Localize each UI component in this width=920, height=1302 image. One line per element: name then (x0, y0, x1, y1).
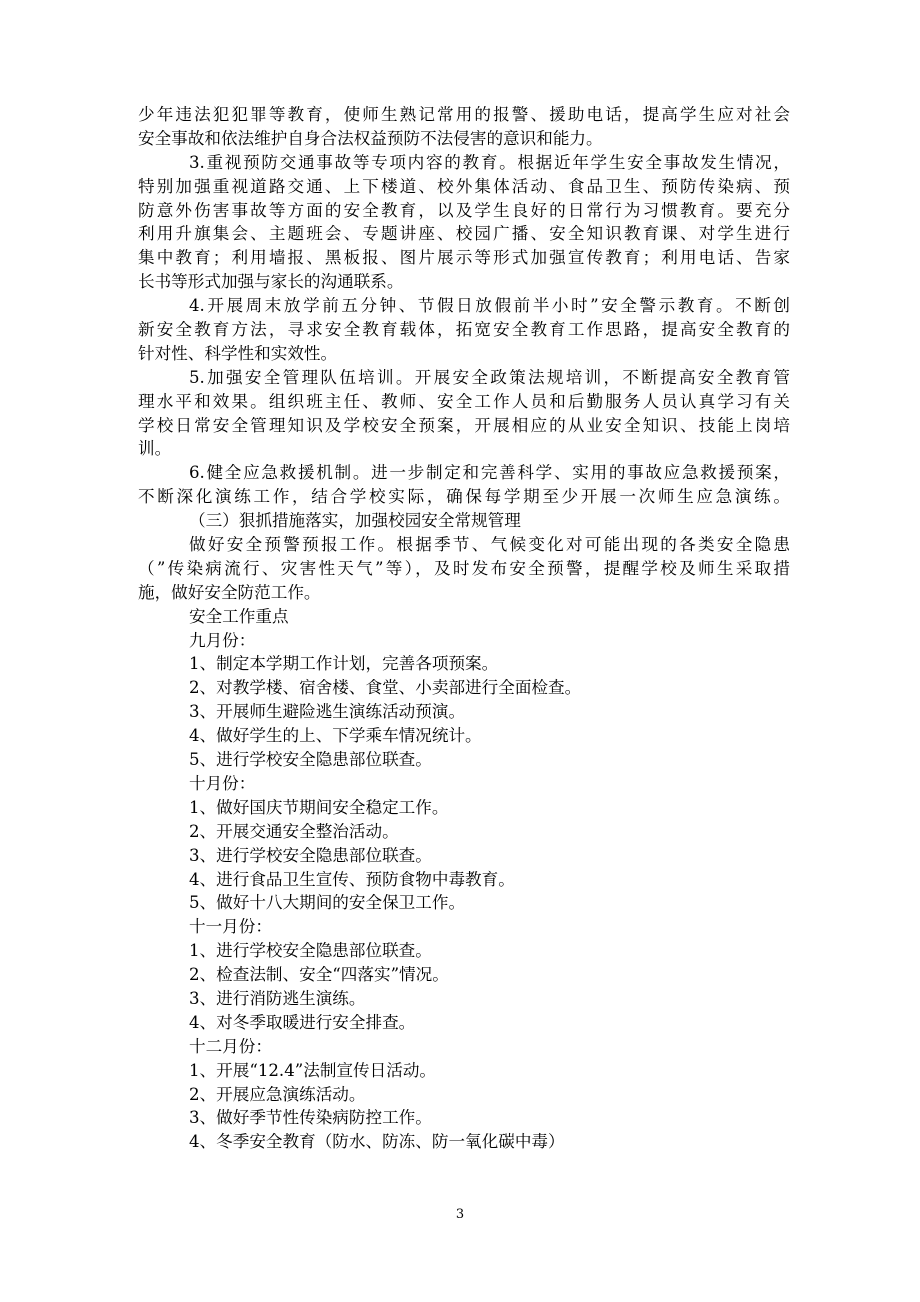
text-line: 3、开展师生避险逃生演练活动预演。 (189, 702, 466, 722)
text-line: 做好安全预警预报工作。根据季节、气候变化对可能出现的各类安全隐患 (189, 535, 790, 555)
text-line: 2、开展交通安全整治活动。 (189, 821, 399, 841)
text-line: 1、制定本学期工作计划，完善各项预案。 (189, 654, 499, 674)
page-number: 3 (455, 1207, 465, 1222)
text-line: 特别加强重视道路交通、上下楼道、校外集体活动、食品卫生、预防传染病、预 (138, 176, 790, 196)
text-line: 6.健全应急救援机制。进一步制定和完善科学、实用的事故应急救援预案， (189, 463, 790, 483)
text-line: 安全工作重点 (189, 606, 289, 626)
text-line: 训。 (138, 439, 172, 459)
text-line: 少年违法犯犯罪等教育，使师生熟记常用的报警、援助电话，提高学生应对社会 (138, 105, 790, 124)
text-line: 施，做好安全防范工作。 (138, 582, 321, 602)
text-line: 3、进行学校安全隐患部位联查。 (189, 845, 432, 865)
text-line: 5、做好十八大期间的安全保卫工作。 (189, 893, 466, 913)
text-line: 2、开展应急演练活动。 (189, 1084, 366, 1104)
text-line: 十一月份： (189, 917, 272, 937)
text-line: （”传染病流行、灾害性天气”等），及时发布安全预警，提醒学校及师生采取措 (138, 558, 790, 578)
text-line: 4、进行食品卫生宣传、预防食物中毒教育。 (189, 869, 515, 889)
text-line: 理水平和效果。组织班主任、教师、安全工作人员和后勤服务人员认真学习有关 (138, 391, 790, 411)
text-line: 1、开展“12.4”法制宣传日活动。 (189, 1060, 437, 1080)
text-line: 九月份： (189, 630, 256, 650)
text-line: 学校日常安全管理知识及学校安全预案，开展相应的从业安全知识、技能上岗培 (138, 415, 790, 435)
text-line: 4、做好学生的上、下学乘车情况统计。 (189, 726, 482, 746)
text-line: 不断深化演练工作，结合学校实际，确保每学期至少开展一次师生应急演练。 (138, 487, 790, 507)
text-line: 1、进行学校安全隐患部位联查。 (189, 941, 432, 961)
text-line: 集中教育；利用墙报、黑板报、图片展示等形式加强宣传教育；利用电话、告家 (138, 248, 790, 268)
text-line: 2、检查法制、安全“四落实”情况。 (189, 965, 449, 985)
text-line: 十月份： (189, 773, 256, 793)
text-line: 新安全教育方法，寻求安全教育载体，拓宽安全教育工作思路，提高安全教育的 (138, 320, 790, 340)
text-line: 5.加强安全管理队伍培训。开展安全政策法规培训，不断提高安全教育管 (189, 367, 790, 387)
text-line: 4、对冬季取暖进行安全排查。 (189, 1012, 416, 1032)
text-line: 4.开展周末放学前五分钟、节假日放假前半小时”安全警示教育。不断创 (189, 296, 790, 316)
text-line: 3、进行消防逃生演练。 (189, 988, 366, 1008)
text-line: 安全事故和依法维护自身合法权益预防不法侵害的意识和能力。 (138, 128, 603, 148)
text-line: 长书等形式加强与家长的沟通联系。 (138, 272, 404, 292)
text-line: 5、进行学校安全隐患部位联查。 (189, 750, 432, 770)
text-line: 1、做好国庆节期间安全稳定工作。 (189, 797, 449, 817)
text-line: 3.重视预防交通事故等专项内容的教育。根据近年学生安全事故发生情况， (189, 152, 790, 172)
text-line: 十二月份： (189, 1036, 272, 1056)
text-line: 利用升旗集会、主题班会、专题讲座、校园广播、安全知识教育课、对学生进行 (138, 224, 790, 244)
text-line: 2、对教学楼、宿舍楼、食堂、小卖部进行全面检查。 (189, 678, 582, 698)
text-line: 3、做好季节性传染病防控工作。 (189, 1108, 432, 1128)
document-body (138, 103, 790, 1154)
text-line: （三）狠抓措施落实，加强校园安全常规管理 (189, 511, 521, 531)
text-line: 针对性、科学性和实效性。 (138, 343, 338, 363)
text-line: 防意外伤害事故等方面的安全教育，以及学生良好的日常行为习惯教育。要充分 (138, 200, 790, 220)
text-line: 4、冬季安全教育（防水、防冻、防一氧化碳中毒） (189, 1132, 565, 1152)
